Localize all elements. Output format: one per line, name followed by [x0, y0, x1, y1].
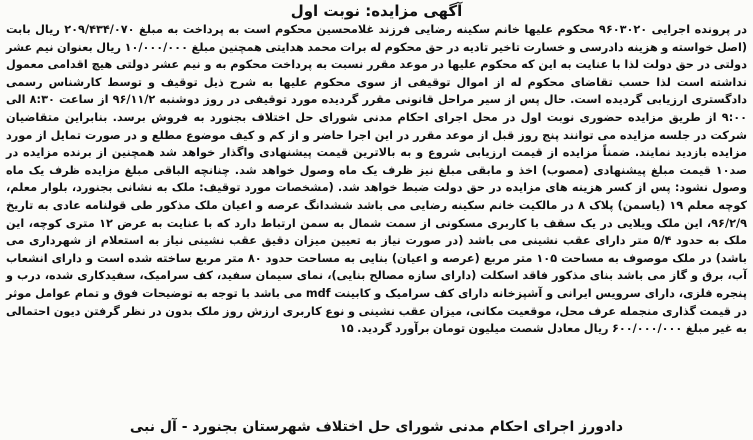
- notice-signature: دادورز اجرای احکام مدنی شورای حل اختلاف شهرستان بجنورد - آل نبی: [129, 419, 624, 435]
- notice-title: آگهی مزایده: نوبت اول: [290, 2, 463, 20]
- notice-body: در پرونده اجرایی ۹۶۰۳۰۲۰ محکوم علیها خانم سکینه رضایی فرزند غلامحسین محکوم است به پرداخت به مبلغ ۲۰۹/۴۳۴/۰۷۰ ریال بابت (اصل خواسته و هزینه دادرسی و خسارت تاخیر تادیه در حق محکوم له برات محمد هدایتی همچنین مبلغ ۱۰/۰۰۰/۰۰۰ ریال بعنوان نیم عشر دولتی در حق دولت لذا با عنایت به این که محکوم علیها در موعد مقرر نسبت به پرداخت محکوم به و نیم عشر دولتی هیچ اقدامی معمول نداشته است لذا حسب تقاضای محکوم له از اموال توقیفی از سوی محکوم علیها به شرح ذیل توقیف و توسط کارشناس رسمی دادگستری ارزیابی گردیده است. حال پس از سیر مراحل قانونی مقرر گردیده مورد توقیفی در روز دوشنبه ۹۶/۱۱/۲ از ساعت ۸:۳۰ الی ۹:۰۰ از طریق مزایده حضوری نوبت اول در محل اجرای احکام مدنی شورای حل اختلاف بجنورد به فروش برسد. بنابراین متقاضیان شرکت در جلسه مزایده می توانند پنج روز قبل از موعد مقرر در این اجرا حاضر و از کم و کیف موضوع مطلع و در صورت تمایل از مورد مزایده بازدید نمایند. ضمناً مزایده از قیمت ارزیابی شروع و به بالاترین قیمت پیشنهادی واگذار خواهد شد همچنین از برنده مزایده در صد۱۰ قیمت مبلغ پیشنهادی (مصوب) اخذ و مابقی مبلغ نیز ظرف یک ماه وصول خواهد شد. چنانچه الباقی مبلغ مزایده ظرف یک ماه وصول نشود: پس از کسر هزینه های مزایده در حق دولت ضبط خواهد شد. (مشخصات مورد توقیف: ملک به نشانی بجنورد، بلوار معلم، کوچه معلم ۱۹ (یاسمن) پلاک ۸ در مالکیت خانم سکینه رضایی می باشد ششدانگ عرصه و اعیان ملک مذکور طی قولنامه عادی به تاریخ ۹۶/۲/۹، این ملک ویلایی در یک سقف با کاربری مسکونی از سمت شمال به سمن ارتباط دارد که با عنایت به عرض ۱۲ متری کوچه، این ملک به حدود ۵/۴ متر دارای عقب نشینی می باشد (در صورت نیاز به تعیین میزان دقیق عقب نشینی نیاز به استعلام از شهرداری می باشد) در ملک موصوف به مساحت ۱۰۵ متر مربع (عرصه و اعیان) بنایی به مساحت حدود ۸۰ متر مربع ساخته شده است و دارای انشعاب آب، برق و گاز می باشد بنای مذکور فاقد اسکلت (دارای سازه مصالح بنایی)، نمای سیمان سفید، کف سرامیک، سفیدکاری شده، درب و پنجره فلزی، دارای سرویس ایرانی و آشپزخانه دارای کف سرامیک و کابینت mdf می باشد با توجه به توضیحات فوق و تمام عوامل موثر در قیمت گذاری منجمله عرف محل، موقعیت مکانی، میزان عقب نشینی و نوع کاربری ارزش روز ملک بدون در نظر گرفتن دیون احتمالی به غیر مبلغ ۶۰۰/۰۰۰/۰۰۰ ریال معادل شصت میلیون تومان برآورد گردید. ۱۵: [6, 23, 748, 336]
